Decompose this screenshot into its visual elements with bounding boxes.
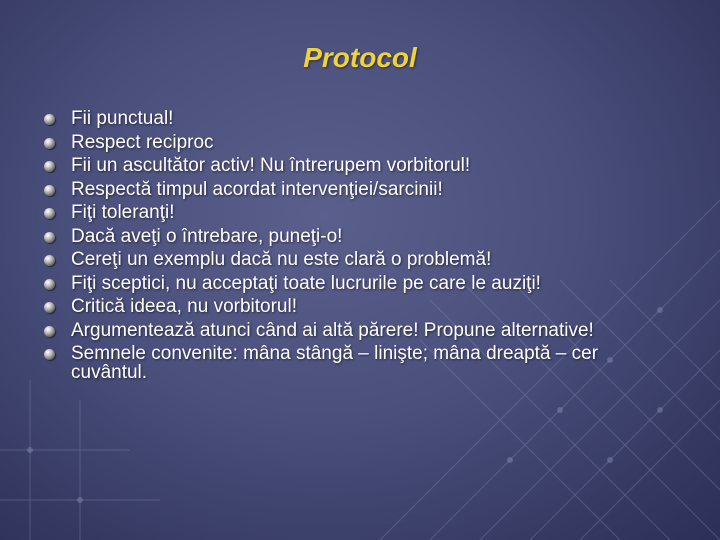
sphere-bullet-icon [44,232,55,243]
list-item [44,345,644,382]
list-item-text: Semnele convenite: mâna stângă – linişte; mâna dreaptă – cer cuvântul. [71,343,599,383]
list-item-text: Respectă timpul acordat intervenţiei/sarcinii! [71,178,443,200]
list-item-text: Critică ideea, nu vorbitorul! [71,296,297,317]
sphere-bullet-icon [44,138,55,149]
list-item [44,319,644,341]
sphere-bullet-icon [44,208,55,219]
list-item [44,178,644,200]
sphere-bullet-icon [44,114,55,125]
list-item [44,157,644,176]
list-item-text: Fiţi sceptici, nu acceptaţi toate lucrurile pe care le auziţi! [71,272,541,294]
list-item-text: Fii punctual! [71,108,174,129]
list-item [44,110,644,129]
list-item-text: Dacă aveţi o întrebare, puneţi-o! [71,225,343,247]
list-item [44,204,644,223]
sphere-bullet-icon [44,255,55,266]
sphere-bullet-icon [44,326,55,337]
sphere-bullet-icon [44,161,55,172]
list-item [44,298,644,317]
list-item-text: Fiţi toleranţi! [71,202,175,223]
sphere-bullet-icon [44,279,55,290]
slide-title: Protocol [303,42,417,73]
sphere-bullet-icon [44,349,55,360]
list-item-text: Fii un ascultător activ! Nu întrerupem vorbitorul! [71,155,471,176]
list-item [44,225,644,247]
list-item [44,131,644,153]
list-item-text: Cereţi un exemplu dacă nu este clară o problemă! [71,249,492,270]
sphere-bullet-icon [44,302,55,313]
list-item-text: Respect reciproc [71,131,214,153]
sphere-bullet-icon [44,185,55,196]
list-item [44,251,644,270]
bullet-list [44,110,644,387]
list-item-text: Argumentează atunci când ai altă părere! Propune alternative! [71,319,594,341]
list-item [44,272,644,294]
